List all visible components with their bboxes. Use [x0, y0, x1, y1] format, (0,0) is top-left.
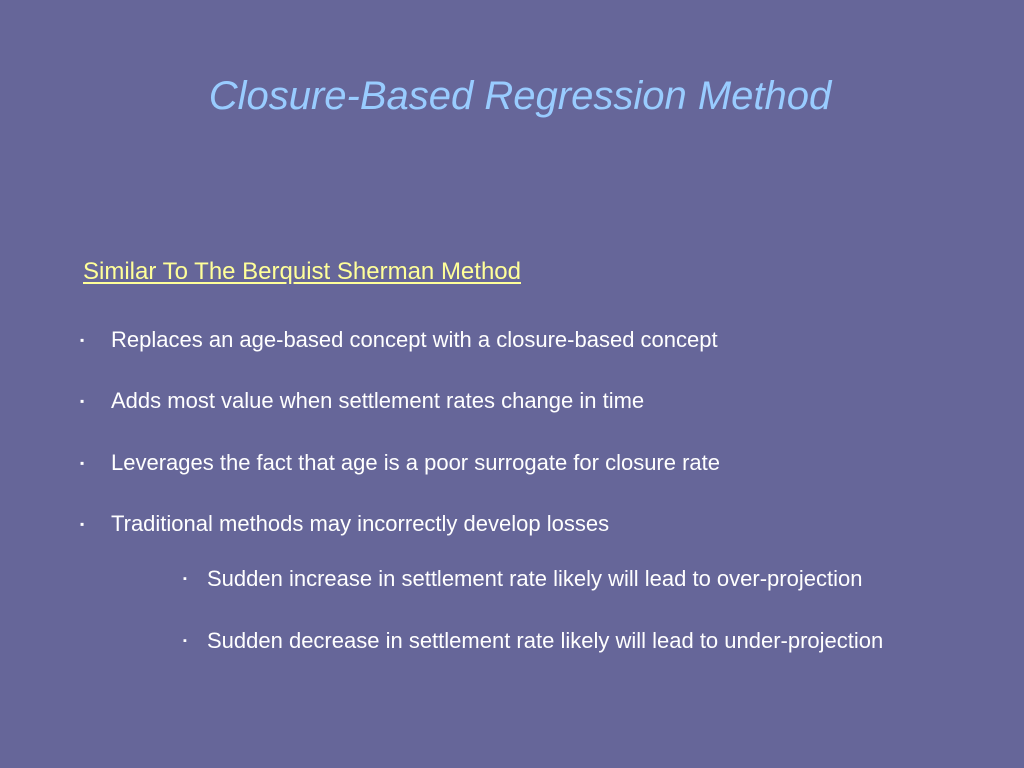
sub-bullet-square-icon: ▪ — [183, 573, 187, 585]
bullet-text: Traditional methods may incorrectly develop losses — [111, 511, 610, 536]
bullet-square-icon: ▪ — [80, 456, 85, 470]
bullet-square-icon: ▪ — [80, 333, 85, 347]
sub-bullet-text: Sudden decrease in settlement rate likely will lead to under-projection — [207, 628, 884, 653]
bullet-text: Adds most value when settlement rates change in time — [111, 388, 645, 413]
slide-title: Closure-Based Regression Method — [208, 74, 832, 118]
bullet-square-icon: ▪ — [80, 394, 85, 408]
bullet-text: Replaces an age-based concept with a closure-based concept — [111, 327, 718, 352]
bullet-square-icon: ▪ — [80, 517, 85, 531]
sub-bullet-text: Sudden increase in settlement rate likely will lead to over-projection — [207, 566, 863, 591]
slide-subheading: Similar To The Berquist Sherman Method — [83, 258, 521, 285]
bullet-text: Leverages the fact that age is a poor surrogate for closure rate — [111, 450, 721, 475]
sub-bullet-square-icon: ▪ — [183, 635, 187, 647]
